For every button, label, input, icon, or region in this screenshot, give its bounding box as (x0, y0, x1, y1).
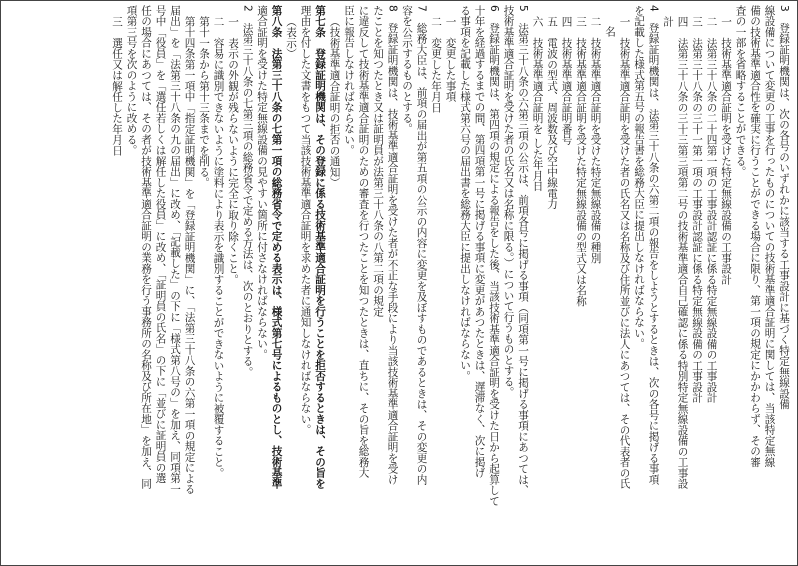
text-line: 8 登録証明機関は、技術基準適合証明を受けた者が不正な手段により当該技術基準適合証明を受け (386, 5, 399, 485)
text-line: 届出」を「法第三十八条の九の届出」に改め、「記載した」の下に「様式第八号の」を加え、同項第一 (169, 5, 181, 495)
text-line: 任の場合にあつては、その者が技術基準適合証明の業務を行う事務所の名称及び所在地」を加え、同 (140, 5, 152, 489)
text-line: 項第三号を次のように改める。 (125, 5, 138, 156)
text-line: に違反して技術基準適合証明のための審査を行つたことを知つたときは、直ちに、その旨を総務大 (357, 5, 370, 478)
text-line: 6 登録証明機関は、第四項の規定による報告をした後、当該技術基準適合証明を受けた日から起算して (488, 5, 500, 507)
text-line: 一 変更した事項 (444, 15, 457, 102)
text-line: 理由を付した文書をもつて当該技術基準適合証明を求めた者に通知しなければならない。 (299, 5, 312, 435)
text-line: 二 技術基準適合証明を受けた特定無線設備の種別 (589, 15, 602, 263)
text-line: たことを知つたとき又は証明員が法第三十八条の八第二項の規定 (372, 5, 384, 317)
vertical-text-body (7, 5, 791, 561)
text-line: 4 登録証明機関は、法第三十八条の六第二項の報告をしようとするときは、次の各号に掲げる事項 (647, 5, 660, 485)
text-line: る事項を記載した様式第六号の届出書を総務大臣に提出しなければならない。 (459, 5, 471, 382)
text-line: 容を公示するものとする。 (401, 5, 413, 134)
text-line: を記載した様式第五号の報告書を総務大臣に提出しなければならない。 (633, 5, 645, 349)
text-line: 第十一条から第十三条までを削る。 (198, 15, 210, 188)
text-line: 計 (662, 15, 674, 27)
text-line: 2 法第三十八条の七第三項の総務省令で定める方法は、次のとおりとする。 (241, 5, 254, 378)
text-line: 3 登録証明機関は、次の各号のいずれかに該当する工事設計に基づく特定無線設備 (778, 5, 790, 410)
text-line: 5 法第三十八条の六第三項の公示は、前項各号に掲げる事項（同項第一号に掲げる事項にあつては、 (517, 5, 529, 496)
text-line: 備の技術基準適合性を確実に行うことができる場合に限り、第一項の規定にかかわらず、その審 (749, 5, 761, 468)
text-line: 二 法第三十八条の二十四第一項の工事設計認証に係る特定無線設備の工事設計 (705, 15, 718, 403)
text-line: 一 技術基準適合証明を受けた特定無線設備の工事設計 (720, 15, 732, 285)
text-line: 名 (604, 26, 616, 37)
text-line: 四 法第三十八条の三十三第三項第二号の技術基準適合自己確認に係る特別特定無線設備の工事設 (676, 15, 689, 489)
text-line: 四 技術基準適合証明番号 (560, 15, 573, 145)
text-line: （表示） (285, 15, 297, 59)
text-line: 三 選任又は解任した年月日 (111, 15, 123, 156)
text-line: 三 技術基準適合証明を受けた特定無線設備の型式又は名称 (575, 15, 587, 306)
text-line: 査の一部を省略することができる。 (734, 5, 747, 177)
text-line: 二 容易に識別できないように塗料により表示を識別することができないように被覆すること。 (212, 15, 225, 478)
text-line: 第八条 法第三十八条の七第一項の総務省令で定める表示は、様式第七号によるものとし、技術基準 (270, 5, 283, 489)
text-line: 三 法第三十八条の三十一第一項の工事設計認証に係る特定無線設備の工事設計 (691, 15, 703, 403)
text-line: 二 変更した年月日 (430, 15, 442, 113)
text-line: 第十四条第一項中「指定証明機関」を「登録証明機関」に、「法第三十八条の六第一項の規定による (183, 15, 196, 495)
text-line: 第七条 登録証明機関は、その登録に係る技術基準適合証明を行うことを拒否するときは、その旨を (314, 5, 326, 489)
text-line: 五 電波の型式、周波数及び空中線電力 (546, 15, 558, 210)
text-line: 一 技術基準適合証明を受けた者の氏名又は名称及び住所並びに法人にあつては、その代表者の氏 (618, 15, 631, 489)
text-line: （技術基準適合証明の拒否の通知） (328, 15, 341, 188)
text-line: 技術基準適合証明を受けた者の氏名又は名称に限る。）について行うものとする。 (502, 5, 515, 398)
text-line: 十年を経過するまでの間、第四項第一号に掲げる事項に変更があつたときは、遅滞なく、次に掲げ (473, 5, 486, 478)
text-line: 臣に報告しなければならない。 (343, 5, 355, 156)
text-line: 号中「役員」を「選任若しくは解任した役員」に改め、「証明員の氏名」の下に「並びに証明員の選 (154, 5, 167, 484)
text-line: 7 総務大臣は、前項の届出が第五項の公示の内容に変更を及ぼすものであるときは、その変更の内 (415, 5, 428, 485)
text-line: 線設備について変更の工事を行ったものについての技術基準適合証明に関しては、当該特定無線 (763, 5, 776, 468)
text-line: 一 表示の外観が残らないように完全に取り除くこと。 (227, 15, 239, 285)
text-line: 六 技術基準適合証明を した年月日 (531, 15, 544, 192)
text-line: 適合証明を受けた特定無線設備の見やすい箇所に付さなければならない。 (256, 5, 268, 360)
